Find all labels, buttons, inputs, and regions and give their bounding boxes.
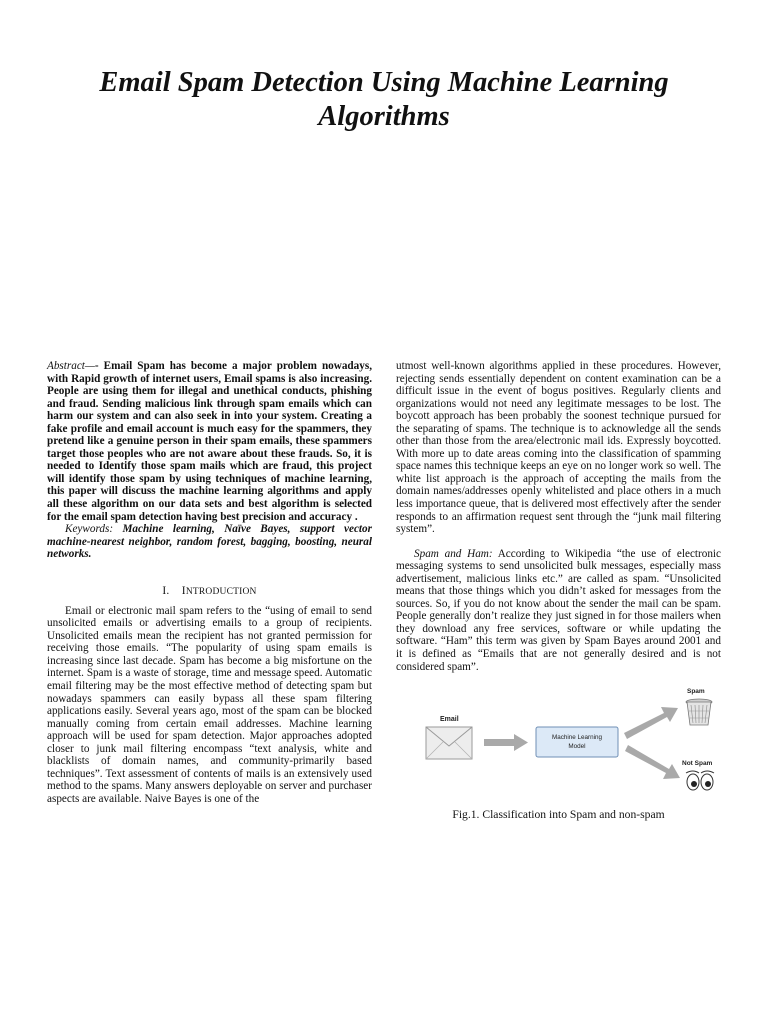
- right-paragraph-1: utmost well-known algorithms applied in these procedures. However, rejecting sends essentially dependent on content examination can be a difficult issue in the event of bogus positives. Regularly clients and organizations would not need any legitimate messages to be lost. The boycott approach has been probably the soonest technique pursued for the separating of spams. The technique is to acknowledge all the sends other than those from the area/electronic mail ids. Expressly boycotted. With more up to date areas coming into the classification of spamming space names this technique keeps an eye on no longer work so well. The white list approach is the approach of accepting the mails from the domain names/addresses openly whitelisted and place others in a much less importance queue, that is delivered most effectively after the sender responds to an affirmation request sent through the “junk mail filtering system”.: [396, 360, 721, 536]
- paper-title: Email Spam Detection Using Machine Learning Algorithms: [99, 67, 669, 132]
- model-label-line1: Machine Learning: [551, 734, 603, 742]
- intro-paragraph: Email or electronic mail spam refers to the “using of email to send unsolicited emails or advertising emails to a group of recipients. Unsolicited emails mean the recipient has not granted permission for receiving those emails. “The popularity of using spam emails is increasing since last decade. Spam has become a big misfortune on the internet. Spam is a waste of storage, time and message speed. Automatic email filtering may be the most effective method of detecting spam but nowadays spammers can easily bypass all these spam filtering applications easily. Several years ago, most of the spam can be blocked manually coming from certain email addresses. Machine learning approach will be used for spam detection. Major approaches adopted closer to junk mail filtering encompass “text analysis, white and blacklists of domain names, and community-primarily based techniques”. Text assessment of contents of mails is an extensively used method to the spams. Many answers deployable on server and purchaser aspects are available. Naive Bayes is one of the: [47, 604, 372, 805]
- email-label: Email: [440, 716, 459, 724]
- section-rest: NTRODUCTION: [185, 586, 257, 597]
- model-box: [536, 727, 618, 757]
- section-numeral: I.: [162, 584, 170, 597]
- keywords: [47, 523, 372, 561]
- figure-caption: Fig.1. Classification into Spam and non-spam: [452, 808, 665, 822]
- not-spam-label: Not Spam: [682, 760, 713, 768]
- spam-ham-body: According to Wikipedia “the use of electronic messaging systems to send unsolicited bulk messages, especially mass advertisement, malicious links etc.” are called as spam. “Unsolicited means that those things which you didn’t asked for messages from the sources. So, if you do not know about the sender the mail can be spam. People generally don’t realize they just signed in for those mailers when they download any free services, software or while updating the software. “Ham” this term was given by Spam Bayes around 2001 and it is defined as “Emails that are not generally desired and is not considered spam”.: [396, 547, 722, 673]
- section-heading-introduction: [47, 584, 372, 599]
- section-first-letter: I: [181, 584, 186, 597]
- arrow-right-icon: [484, 734, 528, 751]
- arrow-down-right-icon: [625, 745, 680, 779]
- spam-label: Spam: [687, 688, 705, 696]
- abstract-body: - Email Spam has become a major problem nowadays, with Rapid growth of internet users, Email spams is also increasing. People are using them for illegal and unethical conducts, phishing and fraud. Sending malicious link through spam emails which can harm our system and can also seek in into your system. Creating a fake profile and email account is much easy for the spammers, they pretend like a genuine person in their spam emails, these spammers target those peoples who are not aware about these frauds. So, it is needed to Identify those spam mails which are fraud, this project will identify those spam by using techniques of machine learning, this paper will discuss the machine learning algorithms and apply all these algorithm on our data sets and best algorithm is selected for the email spam detection having best precision and accuracy .: [47, 360, 372, 523]
- spam-ham-paragraph: [396, 548, 721, 673]
- eyes-icon: [686, 771, 714, 790]
- abstract-lead: Abstract—: [47, 360, 95, 372]
- spam-ham-heading: Spam and Ham:: [414, 547, 493, 560]
- envelope-icon: [426, 727, 472, 759]
- model-label-line2: Model: [568, 743, 586, 751]
- arrow-up-right-icon: [624, 707, 678, 739]
- classification-diagram: [396, 685, 721, 800]
- abstract: [47, 360, 372, 523]
- keywords-lead: Keywords:: [65, 523, 114, 536]
- left-column: [47, 360, 372, 806]
- right-column: [396, 360, 721, 822]
- keywords-body: Machine learning, Naïve Bayes, support vector machine-nearest neighbor, random forest, bagging, boosting, neural networks.: [47, 523, 372, 561]
- classification-figure: [396, 685, 721, 800]
- trash-bin-icon: [686, 699, 712, 725]
